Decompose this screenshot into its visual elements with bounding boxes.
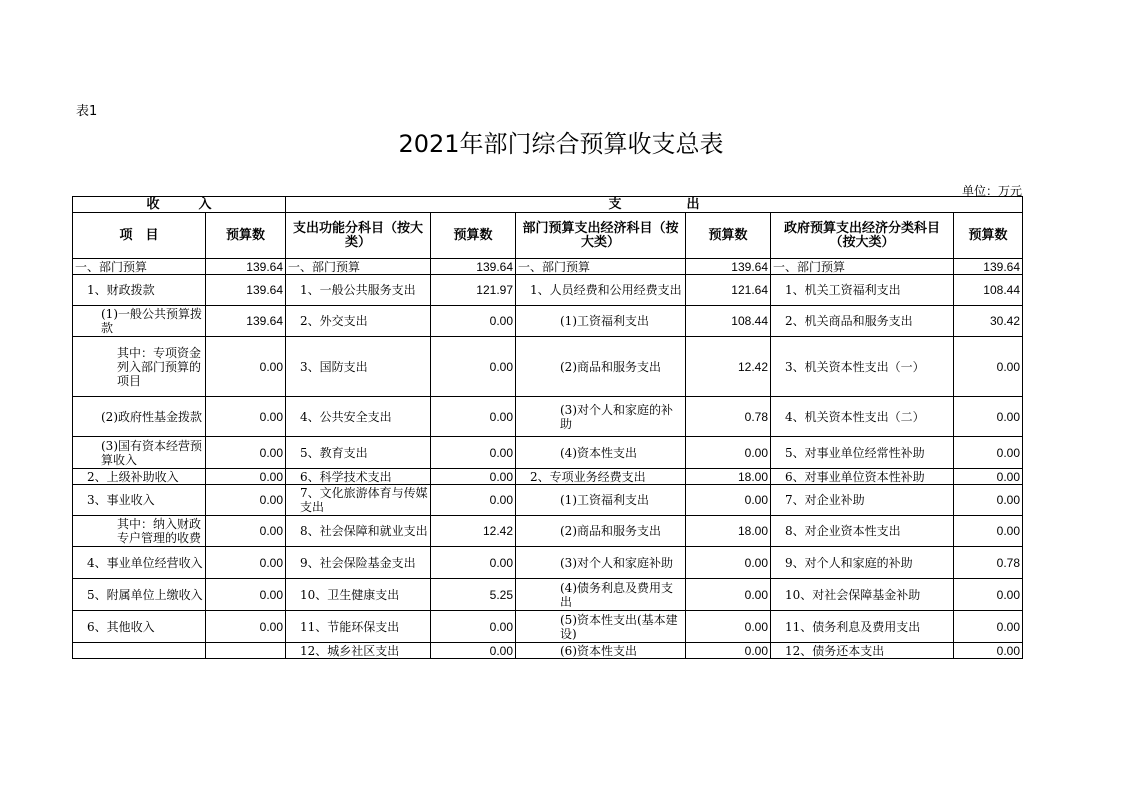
col-header-amount: 预算数 (954, 213, 1023, 259)
func-item-cell: 4、公共安全支出 (286, 397, 431, 437)
dept-amount-cell: 0.78 (686, 397, 771, 437)
gov-amount-cell: 139.64 (954, 259, 1023, 275)
func-item-cell: 11、节能环保支出 (286, 611, 431, 643)
gov-amount-cell: 0.00 (954, 579, 1023, 611)
income-item-cell: 其中：纳入财政专户管理的收费 (73, 516, 206, 547)
gov-amount-cell: 0.00 (954, 643, 1023, 659)
func-amount-cell: 5.25 (431, 579, 516, 611)
func-amount-cell: 12.42 (431, 516, 516, 547)
dept-amount-cell: 139.64 (686, 259, 771, 275)
func-amount-cell: 121.97 (431, 275, 516, 306)
gov-item-cell: 1、机关工资福利支出 (771, 275, 954, 306)
func-amount-cell: 139.64 (431, 259, 516, 275)
income-item-cell: 其中：专项资金列入部门预算的项目 (73, 337, 206, 397)
income-item-cell: (2)政府性基金拨款 (73, 397, 206, 437)
income-amount-cell: 139.64 (206, 259, 286, 275)
dept-item-cell: (1)工资福利支出 (516, 306, 686, 337)
budget-table (72, 196, 1023, 659)
income-item-cell: 2、上级补助收入 (73, 469, 206, 485)
income-amount-cell: 0.00 (206, 469, 286, 485)
dept-amount-cell: 0.00 (686, 485, 771, 516)
dept-item-cell: (5)资本性支出(基本建设) (516, 611, 686, 643)
income-amount-cell: 0.00 (206, 337, 286, 397)
gov-amount-cell: 0.78 (954, 547, 1023, 579)
table-row (73, 437, 1023, 469)
gov-item-cell: 10、对社会保障基金补助 (771, 579, 954, 611)
col-header-gov: 政府预算支出经济分类科目（按大类） (771, 213, 954, 259)
dept-item-cell: (4)资本性支出 (516, 437, 686, 469)
func-item-cell: 8、社会保障和就业支出 (286, 516, 431, 547)
dept-item-cell: (6)资本性支出 (516, 643, 686, 659)
income-amount-cell: 0.00 (206, 516, 286, 547)
gov-item-cell: 12、债务还本支出 (771, 643, 954, 659)
func-amount-cell: 0.00 (431, 611, 516, 643)
table-row (73, 337, 1023, 397)
income-item-cell: 1、财政拨款 (73, 275, 206, 306)
gov-amount-cell: 0.00 (954, 516, 1023, 547)
func-item-cell: 一、部门预算 (286, 259, 431, 275)
dept-item-cell: 2、专项业务经费支出 (516, 469, 686, 485)
expense-header: 支 出 (286, 197, 1023, 213)
dept-amount-cell: 0.00 (686, 437, 771, 469)
gov-item-cell: 5、对事业单位经常性补助 (771, 437, 954, 469)
func-item-cell: 9、社会保险基金支出 (286, 547, 431, 579)
gov-item-cell: 3、机关资本性支出（一） (771, 337, 954, 397)
gov-amount-cell: 0.00 (954, 337, 1023, 397)
table-row (73, 643, 1023, 659)
table-row (73, 485, 1023, 516)
col-header-amount: 预算数 (431, 213, 516, 259)
header-row-group (73, 197, 1023, 213)
dept-item-cell: (3)对个人和家庭的补助 (516, 397, 686, 437)
income-item-cell: 4、事业单位经营收入 (73, 547, 206, 579)
dept-item-cell: 一、部门预算 (516, 259, 686, 275)
col-header-item: 项 目 (73, 213, 206, 259)
func-amount-cell: 0.00 (431, 437, 516, 469)
gov-amount-cell: 0.00 (954, 397, 1023, 437)
dept-item-cell: (1)工资福利支出 (516, 485, 686, 516)
table-row (73, 547, 1023, 579)
dept-item-cell: (2)商品和服务支出 (516, 337, 686, 397)
func-amount-cell: 0.00 (431, 306, 516, 337)
func-item-cell: 1、一般公共服务支出 (286, 275, 431, 306)
table-row (73, 579, 1023, 611)
table-row (73, 469, 1023, 485)
page-title: 2021年部门综合预算收支总表 (398, 130, 724, 158)
dept-item-cell: (3)对个人和家庭补助 (516, 547, 686, 579)
income-amount-cell: 0.00 (206, 437, 286, 469)
income-amount-cell: 0.00 (206, 397, 286, 437)
table-row (73, 259, 1023, 275)
dept-amount-cell: 0.00 (686, 611, 771, 643)
gov-amount-cell: 0.00 (954, 485, 1023, 516)
func-amount-cell: 0.00 (431, 643, 516, 659)
dept-amount-cell: 0.00 (686, 643, 771, 659)
dept-amount-cell: 0.00 (686, 579, 771, 611)
gov-item-cell: 4、机关资本性支出（二） (771, 397, 954, 437)
table-row (73, 397, 1023, 437)
income-amount-cell: 0.00 (206, 579, 286, 611)
func-item-cell: 6、科学技术支出 (286, 469, 431, 485)
gov-item-cell: 2、机关商品和服务支出 (771, 306, 954, 337)
table-number-label: 表1 (76, 104, 98, 119)
gov-amount-cell: 108.44 (954, 275, 1023, 306)
income-amount-cell: 139.64 (206, 275, 286, 306)
dept-amount-cell: 108.44 (686, 306, 771, 337)
income-amount-cell: 0.00 (206, 547, 286, 579)
func-amount-cell: 0.00 (431, 337, 516, 397)
col-header-dept: 部门预算支出经济科目（按大类） (516, 213, 686, 259)
dept-item-cell: (2)商品和服务支出 (516, 516, 686, 547)
func-item-cell: 12、城乡社区支出 (286, 643, 431, 659)
gov-item-cell: 9、对个人和家庭的补助 (771, 547, 954, 579)
dept-item-cell: (4)债务利息及费用支出 (516, 579, 686, 611)
income-item-cell: (3)国有资本经营预算收入 (73, 437, 206, 469)
func-amount-cell: 0.00 (431, 485, 516, 516)
gov-item-cell: 7、对企业补助 (771, 485, 954, 516)
table-row (73, 516, 1023, 547)
func-amount-cell: 0.00 (431, 547, 516, 579)
dept-amount-cell: 0.00 (686, 547, 771, 579)
income-item-cell (73, 643, 206, 659)
income-amount-cell: 139.64 (206, 306, 286, 337)
dept-amount-cell: 18.00 (686, 469, 771, 485)
func-item-cell: 3、国防支出 (286, 337, 431, 397)
gov-amount-cell: 0.00 (954, 437, 1023, 469)
gov-amount-cell: 30.42 (954, 306, 1023, 337)
col-header-amount: 预算数 (686, 213, 771, 259)
income-item-cell: 3、事业收入 (73, 485, 206, 516)
dept-item-cell: 1、人员经费和公用经费支出 (516, 275, 686, 306)
func-item-cell: 10、卫生健康支出 (286, 579, 431, 611)
func-item-cell: 7、文化旅游体育与传媒支出 (286, 485, 431, 516)
col-header-func: 支出功能分科目（按大类） (286, 213, 431, 259)
income-amount-cell: 0.00 (206, 611, 286, 643)
gov-amount-cell: 0.00 (954, 611, 1023, 643)
dept-amount-cell: 18.00 (686, 516, 771, 547)
func-item-cell: 2、外交支出 (286, 306, 431, 337)
income-item-cell: 5、附属单位上缴收入 (73, 579, 206, 611)
income-item-cell: 6、其他收入 (73, 611, 206, 643)
gov-item-cell: 8、对企业资本性支出 (771, 516, 954, 547)
table-row (73, 611, 1023, 643)
table-row (73, 306, 1023, 337)
income-item-cell: (1)一般公共预算拨款 (73, 306, 206, 337)
dept-amount-cell: 121.64 (686, 275, 771, 306)
income-item-cell: 一、部门预算 (73, 259, 206, 275)
unit-label: 单位：万元 (961, 184, 1022, 198)
income-amount-cell (206, 643, 286, 659)
income-amount-cell: 0.00 (206, 485, 286, 516)
func-amount-cell: 0.00 (431, 397, 516, 437)
func-amount-cell: 0.00 (431, 469, 516, 485)
header-row-columns (73, 213, 1023, 259)
dept-amount-cell: 12.42 (686, 337, 771, 397)
gov-item-cell: 一、部门预算 (771, 259, 954, 275)
col-header-amount: 预算数 (206, 213, 286, 259)
func-item-cell: 5、教育支出 (286, 437, 431, 469)
gov-amount-cell: 0.00 (954, 469, 1023, 485)
gov-item-cell: 6、对事业单位资本性补助 (771, 469, 954, 485)
gov-item-cell: 11、债务利息及费用支出 (771, 611, 954, 643)
table-row (73, 275, 1023, 306)
income-header: 收 入 (73, 197, 286, 213)
